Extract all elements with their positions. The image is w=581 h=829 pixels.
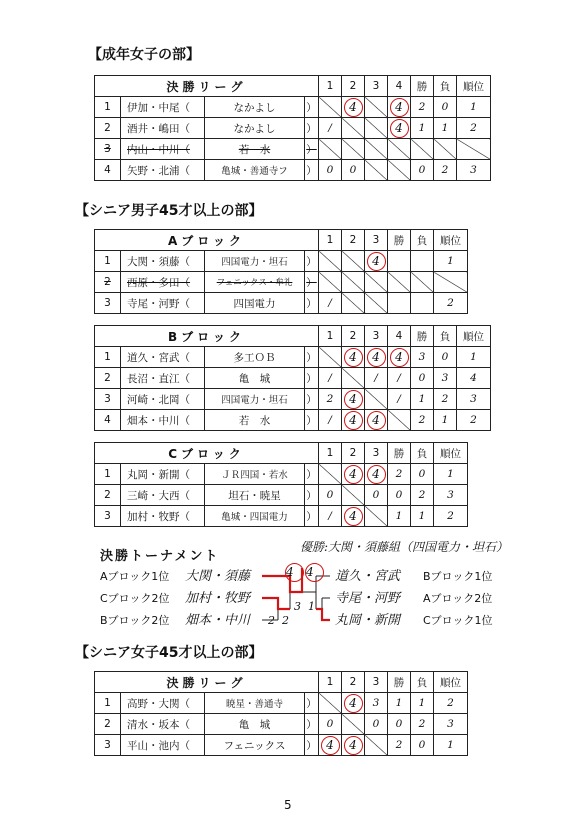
player-names: 西原・多田（ xyxy=(121,272,205,293)
score-cell: / xyxy=(388,368,411,389)
losses-cell: 1 xyxy=(434,410,457,431)
paren-close: ） xyxy=(305,139,319,160)
rank-cell: 3 xyxy=(457,160,491,181)
score-cell: / xyxy=(388,389,411,410)
losses-cell: 1 xyxy=(411,506,434,527)
wins-cell: 0 xyxy=(388,714,411,735)
right-seed-1: Bブロック1位 xyxy=(423,570,493,583)
circled-score: 4 xyxy=(344,411,363,430)
rank-cell: 3 xyxy=(434,714,468,735)
player-names: 平山・池内（ xyxy=(121,735,205,756)
col-losses: 負 xyxy=(411,443,434,464)
losses-cell: 0 xyxy=(434,347,457,368)
col-3: 3 xyxy=(365,443,388,464)
losses-cell: 0 xyxy=(411,464,434,485)
row-number: 2 xyxy=(95,368,121,389)
rank-cell: 1 xyxy=(434,735,468,756)
section-title-senior-men: 【シニア男子45才以上の部】 xyxy=(75,203,263,219)
senior-women-league-table xyxy=(94,671,468,756)
paren-close: ） xyxy=(305,293,319,314)
col-rank: 順位 xyxy=(434,672,468,693)
wins-cell: 1 xyxy=(388,693,411,714)
player-names: 三崎・大西（ xyxy=(121,485,205,506)
player-names: 清水・坂本（ xyxy=(121,714,205,735)
col-rank: 順位 xyxy=(457,326,491,347)
team-name: 亀城・善通寺フ xyxy=(205,160,305,181)
score-cell: 3 xyxy=(365,693,388,714)
row-number: 1 xyxy=(95,464,121,485)
team-name: フェニックス・牟礼 xyxy=(205,272,305,293)
bracket-score-1: 4 xyxy=(285,563,304,582)
row-number: 3 xyxy=(95,506,121,527)
circled-score: 4 xyxy=(390,98,409,117)
rank-cell: 2 xyxy=(434,693,468,714)
paren-close: ） xyxy=(305,389,319,410)
team-name: 暁星・善通寺 xyxy=(205,693,305,714)
bracket-score-3: 3 xyxy=(294,600,301,613)
wins-cell: 0 xyxy=(388,485,411,506)
col-rank: 順位 xyxy=(457,76,491,97)
row-number: 1 xyxy=(95,693,121,714)
rank-cell: 1 xyxy=(457,97,491,118)
player-names: 大関・須藤（ xyxy=(121,251,205,272)
losses-cell: 1 xyxy=(411,693,434,714)
wins-cell: 2 xyxy=(388,735,411,756)
paren-close: ） xyxy=(305,97,319,118)
left-seed-3: Bブロック2位 xyxy=(100,614,170,627)
circled-score: 4 xyxy=(344,348,363,367)
col-wins: 勝 xyxy=(388,672,411,693)
player-names: 河崎・北岡（ xyxy=(121,389,205,410)
score-cell: 2 xyxy=(319,389,342,410)
table-row xyxy=(95,735,468,756)
circled-score: 4 xyxy=(367,348,386,367)
paren-close: ） xyxy=(305,693,319,714)
paren-close: ） xyxy=(305,251,319,272)
row-number: 1 xyxy=(95,97,121,118)
col-1: 1 xyxy=(319,326,342,347)
score-cell xyxy=(342,693,365,714)
circled-score: 4 xyxy=(367,465,386,484)
col-4: 4 xyxy=(388,76,411,97)
circled-score: 4 xyxy=(390,348,409,367)
col-1: 1 xyxy=(319,230,342,251)
score-cell: 0 xyxy=(365,714,388,735)
losses-cell: 2 xyxy=(434,389,457,410)
col-1: 1 xyxy=(319,76,342,97)
col-wins: 勝 xyxy=(388,230,411,251)
circled-score: 4 xyxy=(344,98,363,117)
col-rank: 順位 xyxy=(434,443,468,464)
wins-cell: 0 xyxy=(411,160,434,181)
col-3: 3 xyxy=(365,672,388,693)
score-cell: / xyxy=(319,118,342,139)
col-1: 1 xyxy=(319,443,342,464)
score-cell xyxy=(342,735,365,756)
losses-cell: 3 xyxy=(434,368,457,389)
col-3: 3 xyxy=(365,326,388,347)
losses-cell: 1 xyxy=(434,118,457,139)
block-title: Cブロック xyxy=(95,443,319,464)
team-name: 亀城・四国電力 xyxy=(205,506,305,527)
col-rank: 順位 xyxy=(434,230,468,251)
paren-close: ） xyxy=(305,272,319,293)
rank-cell: 1 xyxy=(457,347,491,368)
paren-close: ） xyxy=(305,464,319,485)
paren-close: ） xyxy=(305,410,319,431)
right-seed-2: Aブロック2位 xyxy=(423,592,493,605)
league-title: 決勝リーグ xyxy=(95,76,319,97)
team-name: なかよし xyxy=(205,118,305,139)
wins-cell: 2 xyxy=(411,410,434,431)
col-2: 2 xyxy=(342,672,365,693)
row-number: 3 xyxy=(95,389,121,410)
team-name: なかよし xyxy=(205,97,305,118)
losses-cell: 0 xyxy=(411,735,434,756)
right-name-2: 寺尾・河野 xyxy=(335,591,401,606)
col-wins: 勝 xyxy=(388,443,411,464)
paren-close: ） xyxy=(305,160,319,181)
table-header-row xyxy=(95,672,468,693)
row-number: 3 xyxy=(95,139,121,160)
team-name: フェニックス xyxy=(205,735,305,756)
right-seed-3: Cブロック1位 xyxy=(423,614,493,627)
wins-cell: 2 xyxy=(388,464,411,485)
col-2: 2 xyxy=(342,230,365,251)
circled-score: 4 xyxy=(390,119,409,138)
right-name-1: 道久・宮武 xyxy=(335,569,401,584)
paren-close: ） xyxy=(305,735,319,756)
wins-cell: 1 xyxy=(388,506,411,527)
col-losses: 負 xyxy=(434,326,457,347)
left-name-1: 大関・須藤 xyxy=(185,569,251,584)
left-name-2: 加村・牧野 xyxy=(185,591,251,606)
player-names: 酒井・嶋田（ xyxy=(121,118,205,139)
rank-cell: 2 xyxy=(457,118,491,139)
col-3: 3 xyxy=(365,230,388,251)
row-number: 4 xyxy=(95,410,121,431)
rank-cell: 1 xyxy=(434,464,468,485)
left-seed-2: Cブロック2位 xyxy=(100,592,170,605)
rank-cell: 2 xyxy=(434,506,468,527)
player-names: 道久・宮武（ xyxy=(121,347,205,368)
tournament-result: 優勝:大関・須藤組（四国電力・坦石） xyxy=(300,540,509,554)
col-losses: 負 xyxy=(411,672,434,693)
player-names: 内山・中川（ xyxy=(121,139,205,160)
bracket-score-4: 1 xyxy=(308,600,315,613)
row-number: 2 xyxy=(95,272,121,293)
rank-cell: 1 xyxy=(434,251,468,272)
row-number: 3 xyxy=(95,735,121,756)
wins-cell: 2 xyxy=(411,97,434,118)
player-names: 高野・大関（ xyxy=(121,693,205,714)
score-cell: / xyxy=(365,368,388,389)
rank-cell: 3 xyxy=(457,389,491,410)
player-names: 長沼・直江（ xyxy=(121,368,205,389)
team-name: 多工ＯＢ xyxy=(205,347,305,368)
right-name-3: 丸岡・新開 xyxy=(335,613,401,628)
player-names: 畑本・中川（ xyxy=(121,410,205,431)
player-names: 加村・牧野（ xyxy=(121,506,205,527)
row-number: 3 xyxy=(95,293,121,314)
col-wins: 勝 xyxy=(411,326,434,347)
row-number: 1 xyxy=(95,347,121,368)
wins-cell: 1 xyxy=(411,389,434,410)
wins-cell: 3 xyxy=(411,347,434,368)
paren-close: ） xyxy=(305,118,319,139)
circled-score: 4 xyxy=(321,736,340,755)
team-name: ＪＲ四国・若水 xyxy=(205,464,305,485)
paren-close: ） xyxy=(305,506,319,527)
bracket-score-5: 2 xyxy=(268,614,275,627)
col-losses: 負 xyxy=(434,76,457,97)
score-cell: / xyxy=(319,368,342,389)
score-cell: / xyxy=(319,293,342,314)
rank-cell: 2 xyxy=(434,293,468,314)
losses-cell: 2 xyxy=(411,714,434,735)
block-title: Bブロック xyxy=(95,326,319,347)
row-number: 2 xyxy=(95,714,121,735)
rank-cell: 3 xyxy=(434,485,468,506)
team-name: 亀 城 xyxy=(205,368,305,389)
tournament-title: 決勝トーナメント xyxy=(100,549,220,564)
left-name-3: 畑本・中川 xyxy=(185,613,251,628)
team-name: 若 水 xyxy=(205,410,305,431)
section-title-senior-women: 【シニア女子45才以上の部】 xyxy=(75,645,263,661)
row-number: 4 xyxy=(95,160,121,181)
row-number: 2 xyxy=(95,485,121,506)
circled-score: 4 xyxy=(344,390,363,409)
team-name: 若 水 xyxy=(205,139,305,160)
table-row xyxy=(95,714,468,735)
player-names: 寺尾・河野（ xyxy=(121,293,205,314)
col-2: 2 xyxy=(342,326,365,347)
col-wins: 勝 xyxy=(411,76,434,97)
score-cell xyxy=(319,735,342,756)
score-cell: / xyxy=(319,410,342,431)
row-number: 2 xyxy=(95,118,121,139)
league-title: 決勝リーグ xyxy=(95,672,319,693)
player-names: 矢野・北浦（ xyxy=(121,160,205,181)
self-cell xyxy=(342,714,365,735)
circled-score: 4 xyxy=(367,411,386,430)
col-2: 2 xyxy=(342,76,365,97)
paren-close: ） xyxy=(305,714,319,735)
circled-score: 4 xyxy=(367,252,386,271)
player-names: 伊加・中尾（ xyxy=(121,97,205,118)
losses-cell: 0 xyxy=(434,97,457,118)
team-name: 亀 城 xyxy=(205,714,305,735)
self-cell xyxy=(365,735,388,756)
score-cell: 0 xyxy=(342,160,365,181)
left-seed-1: Aブロック1位 xyxy=(100,570,170,583)
paren-close: ） xyxy=(305,485,319,506)
col-2: 2 xyxy=(342,443,365,464)
paren-close: ） xyxy=(305,368,319,389)
score-cell: 0 xyxy=(319,160,342,181)
losses-cell: 2 xyxy=(434,160,457,181)
circled-score: 4 xyxy=(344,507,363,526)
score-cell: / xyxy=(319,506,342,527)
score-cell: 0 xyxy=(319,485,342,506)
circled-score: 4 xyxy=(344,694,363,713)
row-number: 1 xyxy=(95,251,121,272)
team-name: 四国電力 xyxy=(205,293,305,314)
col-1: 1 xyxy=(319,672,342,693)
rank-cell: 4 xyxy=(457,368,491,389)
paren-close: ） xyxy=(305,347,319,368)
circled-score: 4 xyxy=(344,736,363,755)
col-4: 4 xyxy=(388,326,411,347)
table-row xyxy=(95,693,468,714)
self-cell xyxy=(319,693,342,714)
rank-cell: 2 xyxy=(457,410,491,431)
block-title: Aブロック xyxy=(95,230,319,251)
player-names: 丸岡・新開（ xyxy=(121,464,205,485)
team-name: 四国電力・坦石 xyxy=(205,389,305,410)
col-losses: 負 xyxy=(411,230,434,251)
col-3: 3 xyxy=(365,76,388,97)
page-number: 5 xyxy=(284,798,292,812)
score-cell: 0 xyxy=(319,714,342,735)
wins-cell: 1 xyxy=(411,118,434,139)
wins-cell: 0 xyxy=(411,368,434,389)
bracket-score-6: 2 xyxy=(282,614,289,627)
losses-cell: 2 xyxy=(411,485,434,506)
section-title-adult-women: 【成年女子の部】 xyxy=(88,47,200,63)
circled-score: 4 xyxy=(344,465,363,484)
score-cell: 0 xyxy=(365,485,388,506)
team-name: 坦石・暁星 xyxy=(205,485,305,506)
team-name: 四国電力・坦石 xyxy=(205,251,305,272)
bracket-score-2: 4 xyxy=(305,563,324,582)
